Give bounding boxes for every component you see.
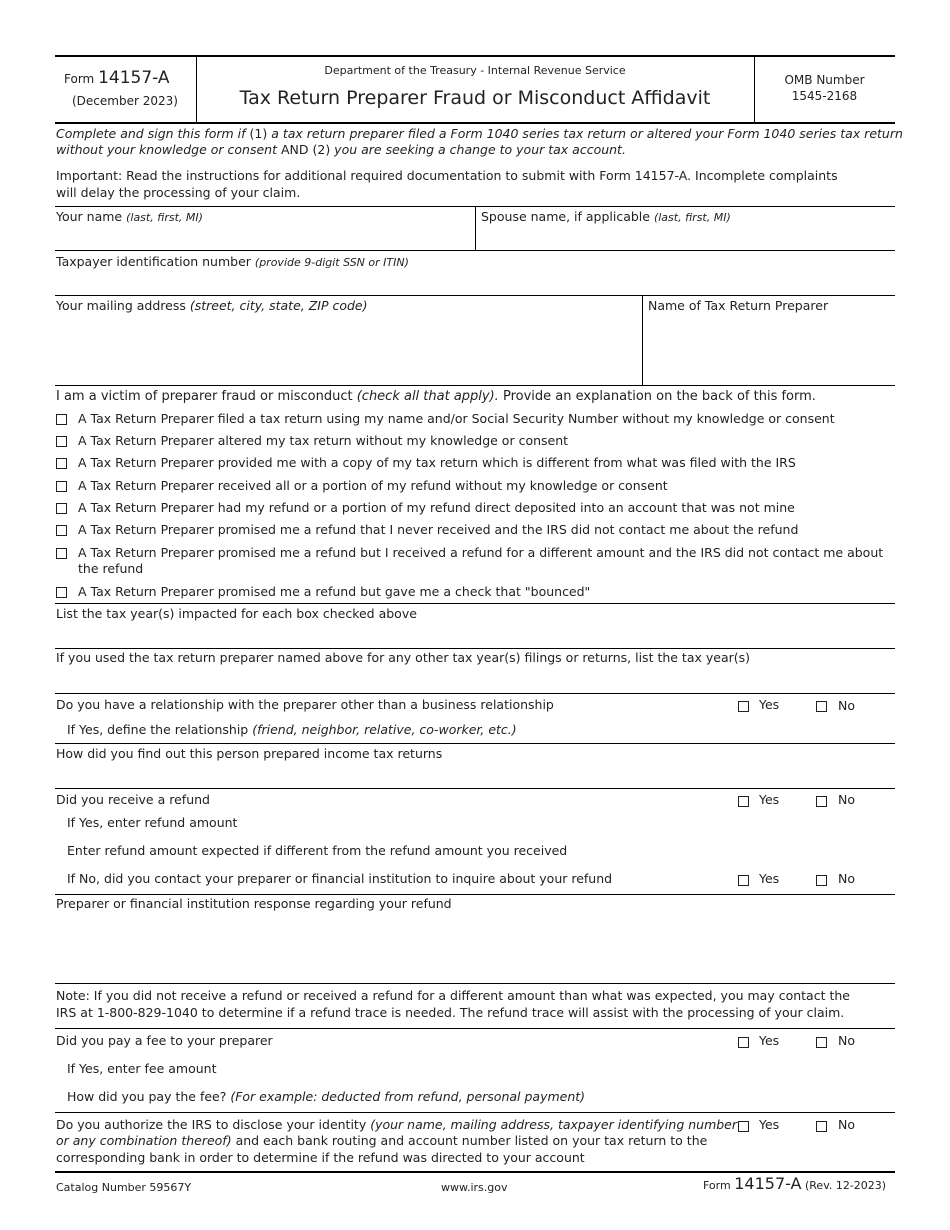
omb-label: OMB Number xyxy=(784,73,865,87)
rule-victim-top xyxy=(55,385,895,386)
tax-years-field[interactable] xyxy=(56,624,892,644)
authorize-line-3: corresponding bank in order to determine if the refund was directed to your account xyxy=(56,1150,585,1165)
form-number: 14157-A xyxy=(98,68,170,88)
relationship-define-field[interactable] xyxy=(515,720,892,740)
rule-authorize-top xyxy=(55,1112,895,1113)
footer-rule xyxy=(55,1171,895,1173)
victim-option-6: A Tax Return Preparer promised me a refund that I never received and the IRS did not contact me about the refund xyxy=(78,522,799,537)
authorize-yes-label: Yes xyxy=(759,1117,780,1132)
refund-label: Did you receive a refund xyxy=(56,792,210,807)
catalog-number: Catalog Number 59567Y xyxy=(56,1181,192,1194)
header-bottom-rule xyxy=(55,122,895,124)
rule-fee-top xyxy=(55,1028,895,1029)
other-years-label: If you used the tax return preparer named above for any other tax year(s) filings or returns, list the tax year(s) xyxy=(56,650,751,665)
fee-how-field[interactable] xyxy=(580,1087,890,1107)
agency-name: Department of the Treasury - Internal Revenue Service xyxy=(324,64,626,77)
victim-option-1-checkbox[interactable] xyxy=(56,414,67,425)
form-number-block: Form 14157-A xyxy=(64,68,170,88)
relationship-no-label: No xyxy=(838,698,855,713)
victim-option-2-checkbox[interactable] xyxy=(56,436,67,447)
fee-amount-label: If Yes, enter fee amount xyxy=(67,1061,217,1076)
tin-field[interactable] xyxy=(56,273,892,293)
website: www.irs.gov xyxy=(441,1181,508,1194)
fee-no-label: No xyxy=(838,1033,855,1048)
refund-contact-yes-checkbox[interactable] xyxy=(738,875,749,886)
response-label: Preparer or financial institution response regarding your refund xyxy=(56,896,452,911)
spouse-name-label: Spouse name, if applicable (last, first, MI) xyxy=(481,209,731,224)
rule-refund-top xyxy=(55,788,895,789)
address-divider xyxy=(642,295,643,385)
victim-option-3: A Tax Return Preparer provided me with a copy of my tax return which is different from what was filed with the IRS xyxy=(78,455,796,470)
relationship-yes-checkbox[interactable] xyxy=(738,701,749,712)
victim-heading: I am a victim of preparer fraud or misconduct (check all that apply). Provide an explanation on the back of this form. xyxy=(56,389,816,404)
spouse-name-field[interactable] xyxy=(480,228,892,248)
fee-yes-checkbox[interactable] xyxy=(738,1037,749,1048)
rule-note-top xyxy=(55,983,895,984)
find-out-field[interactable] xyxy=(56,764,892,784)
rule-tax-years-top xyxy=(55,603,895,604)
preparer-name-label: Name of Tax Return Preparer xyxy=(648,298,829,313)
important-line-2: will delay the processing of your claim. xyxy=(56,185,301,200)
note-line-2: IRS at 1-800-829-1040 to determine if a refund trace is needed. The refund trace will assist with the processing of your claim. xyxy=(56,1005,845,1020)
victim-option-2: A Tax Return Preparer altered my tax return without my knowledge or consent xyxy=(78,433,569,448)
your-name-label: Your name (last, first, MI) xyxy=(56,209,203,224)
victim-option-1: A Tax Return Preparer filed a tax return using my name and/or Social Security Number without my knowledge or consent xyxy=(78,411,835,426)
relationship-yes-label: Yes xyxy=(759,697,780,712)
form-date: (December 2023) xyxy=(72,94,178,108)
refund-yes-label: Yes xyxy=(759,792,780,807)
refund-expected-field[interactable] xyxy=(560,841,860,861)
victim-option-4-checkbox[interactable] xyxy=(56,481,67,492)
authorize-no-checkbox[interactable] xyxy=(816,1121,827,1132)
other-years-field[interactable] xyxy=(56,668,892,688)
victim-option-5: A Tax Return Preparer had my refund or a portion of my refund direct deposited into an account that was not mine xyxy=(78,500,795,515)
victim-option-3-checkbox[interactable] xyxy=(56,458,67,469)
victim-option-7-cont: the refund xyxy=(78,561,144,576)
your-name-field[interactable] xyxy=(56,228,471,248)
rule-other-years-top xyxy=(55,648,895,649)
refund-contact-yes-label: Yes xyxy=(759,871,780,886)
refund-expected-label: Enter refund amount expected if different from the refund amount you received xyxy=(67,843,568,858)
refund-contact-no-label: No xyxy=(838,871,855,886)
victim-option-8-checkbox[interactable] xyxy=(56,587,67,598)
address-label: Your mailing address (street, city, state, ZIP code) xyxy=(56,298,368,313)
authorize-line-2: or any combination thereof) and each bank routing and account number listed on your tax return to the xyxy=(56,1133,708,1148)
omb-number: 1545-2168 xyxy=(791,89,858,103)
tax-years-label: List the tax year(s) impacted for each box checked above xyxy=(56,606,417,621)
names-divider xyxy=(475,206,476,250)
intro-line-1: Complete and sign this form if (1) a tax return preparer filed a Form 1040 series tax return or altered your Form 1040 series tax return xyxy=(56,126,903,141)
victim-option-7-checkbox[interactable] xyxy=(56,548,67,559)
victim-option-7: A Tax Return Preparer promised me a refund but I received a refund for a different amount and the IRS did not contact me about xyxy=(78,545,884,560)
refund-no-label: No xyxy=(838,792,855,807)
authorize-yes-checkbox[interactable] xyxy=(738,1121,749,1132)
intro-line-2: without your knowledge or consent AND (2) you are seeking a change to your tax account. xyxy=(56,142,626,157)
victim-option-6-checkbox[interactable] xyxy=(56,525,67,536)
refund-yes-checkbox[interactable] xyxy=(738,796,749,807)
address-field[interactable] xyxy=(56,317,638,383)
fee-how-label: How did you pay the fee? (For example: deducted from refund, personal payment) xyxy=(67,1089,586,1104)
page-title: Tax Return Preparer Fraud or Misconduct Affidavit xyxy=(239,87,711,109)
rule-find-out-top xyxy=(55,743,895,744)
rule-relationship-top xyxy=(55,693,895,694)
tin-label: Taxpayer identification number (provide 9-digit SSN or ITIN) xyxy=(56,254,409,269)
note-line-1: Note: If you did not receive a refund or received a refund for a different amount than what was expected, you may contact the xyxy=(56,988,850,1003)
fee-label: Did you pay a fee to your preparer xyxy=(56,1033,273,1048)
fee-yes-label: Yes xyxy=(759,1033,780,1048)
refund-no-checkbox[interactable] xyxy=(816,796,827,807)
rule-response-top xyxy=(55,894,895,895)
relationship-no-checkbox[interactable] xyxy=(816,701,827,712)
fee-no-checkbox[interactable] xyxy=(816,1037,827,1048)
victim-option-5-checkbox[interactable] xyxy=(56,503,67,514)
refund-contact-no-checkbox[interactable] xyxy=(816,875,827,886)
victim-option-4: A Tax Return Preparer received all or a portion of my refund without my knowledge or consent xyxy=(78,478,668,493)
refund-contact-label: If No, did you contact your preparer or financial institution to inquire about your refund xyxy=(67,871,613,886)
authorize-no-label: No xyxy=(838,1117,855,1132)
relationship-define-label: If Yes, define the relationship (friend, neighbor, relative, co-worker, etc.) xyxy=(67,722,517,737)
fee-amount-field[interactable] xyxy=(225,1059,525,1079)
response-field[interactable] xyxy=(56,915,892,979)
relationship-label: Do you have a relationship with the preparer other than a business relationship xyxy=(56,697,554,712)
footer-form-number: Form 14157-A (Rev. 12-2023) xyxy=(703,1174,887,1193)
find-out-label: How did you find out this person prepared income tax returns xyxy=(56,746,443,761)
header-top-rule xyxy=(55,55,895,57)
authorize-line-1: Do you authorize the IRS to disclose your identity (your name, mailing address, taxpayer identifying number xyxy=(56,1117,738,1132)
important-line-1: Important: Read the instructions for additional required documentation to submit with Form 14157-A. Incomplete complaints xyxy=(56,168,838,183)
rule-tin-top xyxy=(55,250,895,251)
refund-amount-label: If Yes, enter refund amount xyxy=(67,815,238,830)
preparer-name-field[interactable] xyxy=(647,317,892,383)
victim-option-8: A Tax Return Preparer promised me a refund but gave me a check that "bounced" xyxy=(78,584,591,599)
refund-amount-field[interactable] xyxy=(245,813,545,833)
rule-address-top xyxy=(55,295,895,296)
